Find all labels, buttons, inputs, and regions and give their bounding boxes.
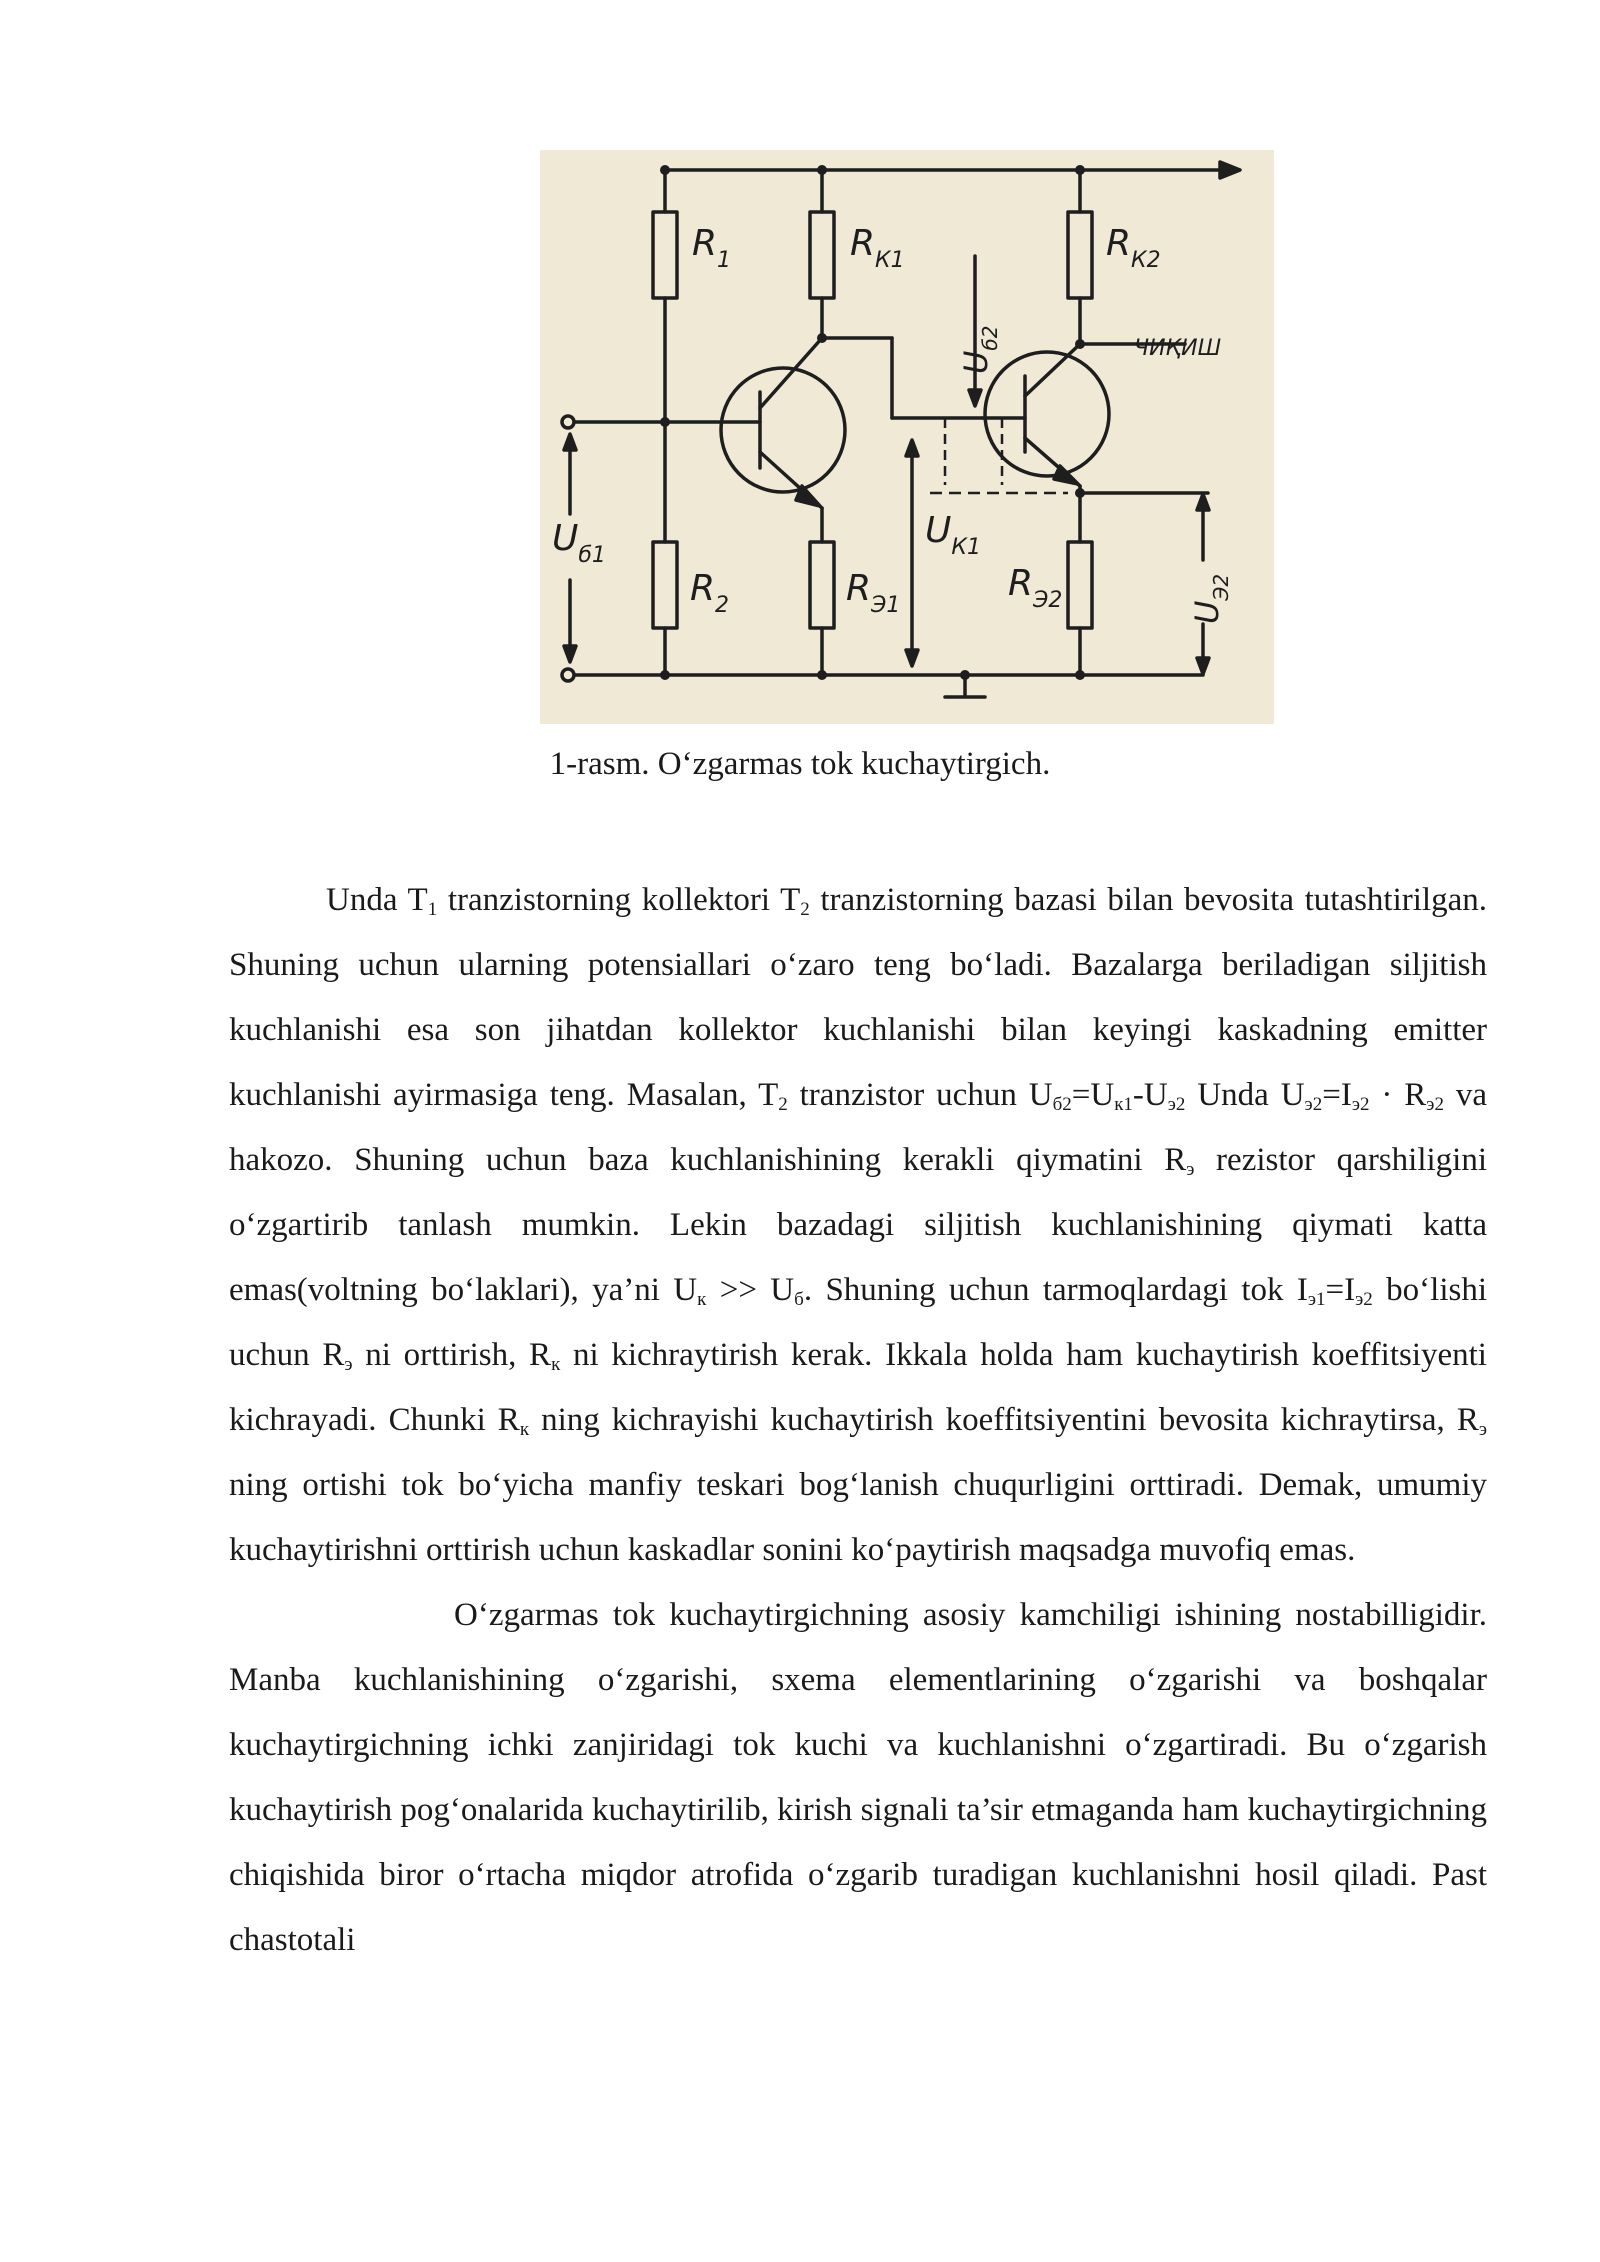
label-uk1: $U_{К1}$ [925, 510, 981, 560]
ub2-arrow-down [969, 390, 981, 406]
label-ue2: $U_{Э2}$ [1188, 573, 1233, 624]
label-ub2: $U_{б2}$ [957, 325, 1002, 374]
t1-collector [760, 338, 822, 408]
body-text [229, 868, 1487, 1973]
paragraph-2: O‘zgarmas tok kuchaytirgichning asosiy kamchiligi ishining nostabilligidir. Manba kuchlanishining o‘zgarishi, sxema elementlarining o‘zgarishi va boshqalar kuchaytirgichning ichki zanjiridagi tok kuchi va kuchlanishni o‘zgartiradi. Bu o‘zgarish kuchaytirish pog‘onalarida kuchaytirilib, kirish signali ta’sir etmaganda ham kuchaytirgichning chiqishida biror o‘rtacha miqdor atrofida o‘zgarib turadigan kuchlanishni hosil qiladi. Past chastotali [229, 1597, 1487, 1958]
ub1-arrow-up [564, 434, 576, 450]
resistor-r1 [653, 212, 677, 298]
supply-arrow [1220, 162, 1240, 178]
ue2-arrow-down [1197, 658, 1209, 674]
figure-caption: 1-rasm. O‘zgarmas tok kuchaytirgich. [549, 746, 1051, 782]
label-rk2: $R_{К2}$ [1106, 223, 1161, 273]
circuit-figure [540, 150, 1274, 724]
label-r1: $R_1$ [692, 223, 732, 273]
label-re2: $R_{Э2}$ [1008, 563, 1063, 613]
uk1-arrow-down [906, 650, 918, 666]
resistor-rk2 [1068, 212, 1092, 298]
label-re1: $R_{Э1}$ [846, 568, 901, 618]
uk1-arrow-up [906, 440, 918, 456]
label-r2: $R_2$ [690, 568, 730, 618]
label-output: ЧИҚИШ [1134, 336, 1222, 361]
label-ub1: $U_{б1}$ [552, 518, 606, 568]
input-terminal-bottom [562, 669, 574, 681]
circuit-diagram [540, 150, 1274, 724]
ue2-arrow-up [1197, 494, 1209, 510]
resistor-re1 [810, 542, 834, 628]
resistor-rk1 [810, 212, 834, 298]
resistor-re2 [1068, 542, 1092, 628]
label-rk1: $R_{К1}$ [850, 223, 905, 273]
resistor-r2 [653, 542, 677, 628]
paragraph-1: Unda $T_1$ tranzistorning kollektori $T_2$ tranzistorning bazasi bilan bevosita tutashtirilgan. Shuning uchun ularning potensiallari o‘zaro teng bo‘ladi. Bazalarga beriladigan siljitish kuchlanishi esa son jihatdan kollektor kuchlanishi bilan keyingi kaskadning emitter kuchlanishi ayirmasiga teng. Masalan, $T_2$ tranzistor uchun $U_{б2}=U_{к1}-U_{э2}$ Unda $U_{э2}=I_{э2} \cdot R_{э2}$ va hakozo. Shuning uchun baza kuchlanishining kerakli qiymatini $R_э$ rezistor qarshiligini o‘zgartirib tanlash mumkin. Lekin bazadagi siljitish kuchlanishining qiymati katta emas(voltning bo‘laklari), ya’ni $U_к >> U_б$. Shuning uchun tarmoqlardagi tok $I_{э1}=I_{э2}$ bo‘lishi uchun $R_э$ ni orttirish, $R_к$ ni kichraytirish kerak. Ikkala holda ham kuchaytirish koeffitsiyenti kichrayadi. Chunki $R_к$ ning kichrayishi kuchaytirish koeffitsiyentini bevosita kichraytirsa, $R_э$ ning ortishi tok bo‘yicha manfiy teskari bog‘lanish chuqurligini orttiradi. Demak, umumiy kuchaytirishni orttirish uchun kaskadlar sonini ko‘paytirish maqsadga muvofiq emas. [229, 882, 1488, 1568]
input-terminal-top [562, 416, 574, 428]
ub1-arrow-down [564, 646, 576, 662]
